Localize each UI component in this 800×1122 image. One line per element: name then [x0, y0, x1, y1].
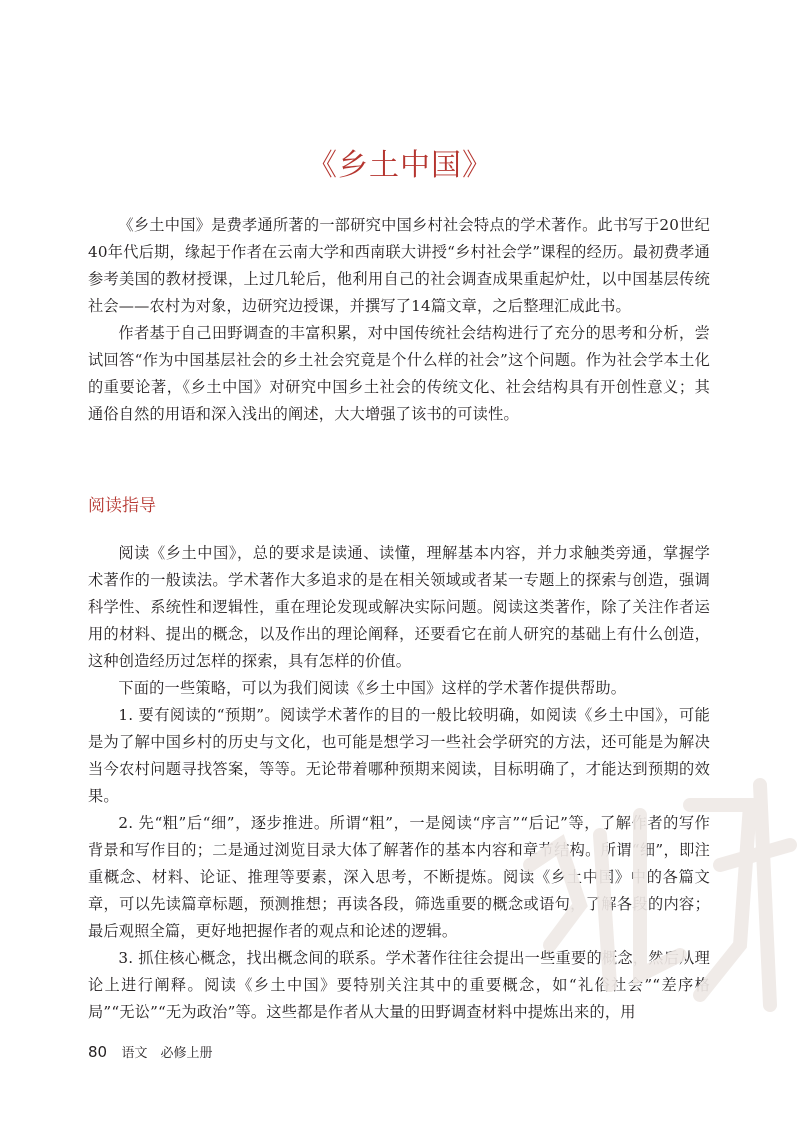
guide-paragraph-4: 2. 先“粗”后“细”，逐步推进。所谓“粗”，一是阅读“序言”“后记”等，了解作者的写作背景和写作目的；二是通过浏览目录大体了解著作的基本内容和章节结构。所谓“细”，即注重概念、材料、论证、推理等要素，深入思考，不断提炼。阅读《乡土中国》中的各篇文章，可以先读篇章标题，预测推想；再读各段，筛选重要的概念或语句，了解各段的内容；最后观照全篇，更好地把握作者的观点和论述的逻辑。 — [88, 814, 710, 940]
intro-paragraph-2: 作者基于自己田野调查的丰富积累，对中国传统社会结构进行了充分的思考和分析，尝试回答“作为中国基层社会的乡土社会究竟是个什么样的社会”这个问题。作为社会学本土化的重要论著，《乡土中国》对研究中国乡土社会的传统文化、社会结构具有开创性意义；其通俗自然的用语和深入浅出的阐述，大大增强了该书的可读性。 — [88, 324, 710, 423]
intro-section — [88, 212, 710, 428]
section-title-reading-guide: 阅读指导 — [88, 496, 156, 516]
guide-paragraph-1: 阅读《乡土中国》，总的要求是读通、读懂，理解基本内容，并力求触类旁通，掌握学术著作的一般读法。学术著作大多追求的是在相关领域或者某一专题上的探索与创造，强调科学性、系统性和逻辑性，重在理论发现或解决实际问题。阅读这类著作，除了关注作者运用的材料、提出的概念，以及作出的理论阐释，还要看它在前人研究的基础上有什么创造，这种创造经历过怎样的探索，具有怎样的价值。 — [88, 544, 710, 670]
guide-paragraph-5: 3. 抓住核心概念，找出概念间的联系。学术著作往往会提出一些重要的概念，然后从理论上进行阐释。阅读《乡土中国》要特别关注其中的重要概念，如“礼俗社会”“差序格局”“无讼”“无为政治”等。这些都是作者从大量的田野调查材料中提炼出来的，用 — [88, 949, 710, 1021]
chapter-title: 《乡土中国》 — [307, 148, 493, 183]
guide-paragraph-3: 1. 要有阅读的“预期”。阅读学术著作的目的一般比较明确，如阅读《乡土中国》，可能是为了解中国乡村的历史与文化，也可能是想学习一些社会学研究的方法，还可能是为解决当今农村问题寻找答案，等等。无论带着哪种预期来阅读，目标明确了，才能达到预期的效果。 — [88, 706, 710, 805]
reading-guide-section — [88, 540, 710, 1026]
page-footer — [88, 1042, 213, 1061]
guide-paragraph-2: 下面的一些策略，可以为我们阅读《乡土中国》这样的学术著作提供帮助。 — [118, 679, 627, 697]
book-label: 语文 必修上册 — [121, 1046, 213, 1061]
page-number: 80 — [88, 1043, 108, 1061]
intro-paragraph-1: 《乡土中国》是费孝通所著的一部研究中国乡村社会特点的学术著作。此书写于20世纪40年代后期，缘起于作者在云南大学和西南联大讲授“乡村社会学”课程的经历。最初费孝通参考美国的教材授课，上过几轮后，他利用自己的社会调查成果重起炉灶，以中国基层传统社会——农村为对象，边研究边授课，并撰写了14篇文章，之后整理汇成此书。 — [88, 216, 710, 315]
